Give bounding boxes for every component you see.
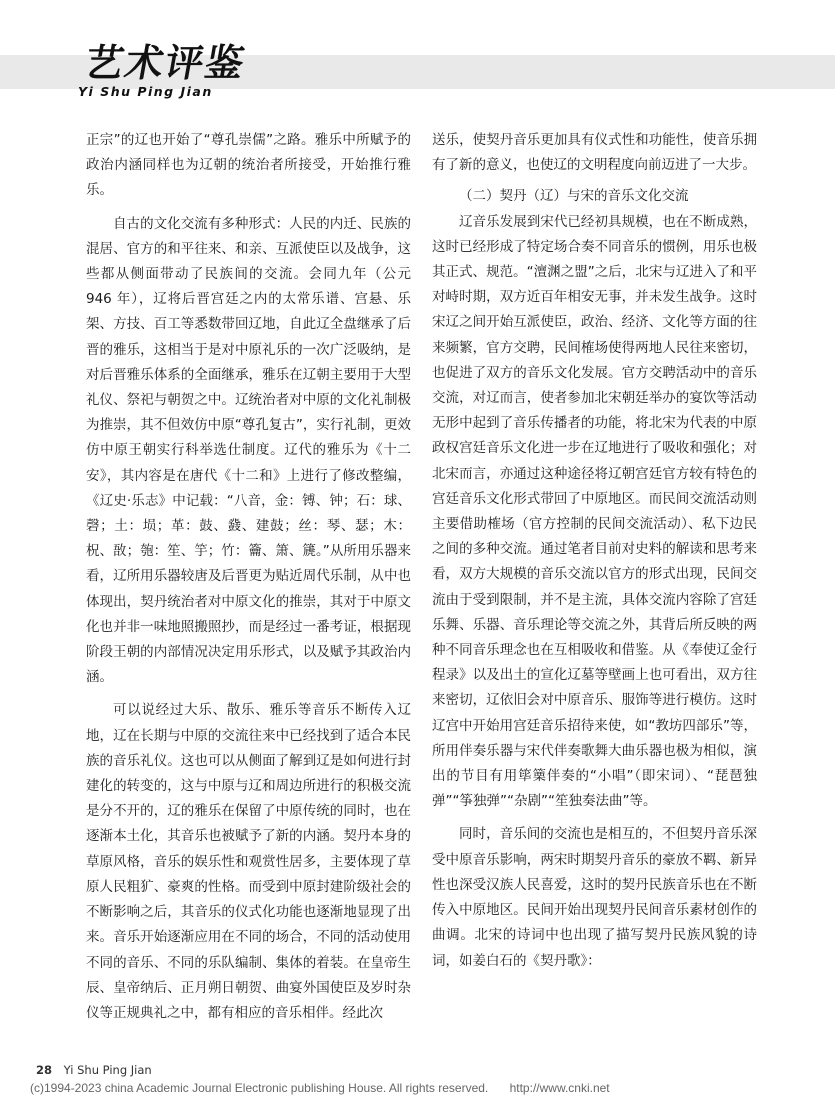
paragraph: 正宗”的辽也开始了“尊孔崇儒”之路。雅乐中所赋予的政治内涵同样也为辽朝的统治者所接受，开始推行雅乐。	[86, 132, 411, 199]
paragraph: 送乐，使契丹音乐更加具有仪式性和功能性，使音乐拥有了新的意义，也使辽的文明程度向前迈进了一大步。	[432, 132, 757, 174]
section-heading: （二）契丹（辽）与宋的音乐文化交流	[459, 188, 689, 205]
journal-logo	[48, 32, 278, 102]
paragraph: 自古的文化交流有多种形式：人民的内迁、民族的混居、官方的和平往来、和亲、互派使臣以及战争，这些都从侧面带动了民族间的交流。会同九年（公元 946 年），辽将后晋宫廷之内的太常乐谱、宫悬、乐架、方技、百工等悉数带回辽地，自此辽全盘继承了后晋的雅乐，这相当于是对中原礼乐的一次广泛吸纳，是对后晋雅乐体系的全面继承，雅乐在辽朝主要用于大型礼仪、祭祀与朝贺之中。辽统治者对中原的文化礼制极为推崇，其不但效仿中原“尊孔复古”，实行礼制，更效仿中原王朝实行科举选仕制度。辽代的雅乐为《十二安》，其内容是在唐代《十二和》上进行了修改整编，《辽史·乐志》中记载：“八音，金：镈、钟；石：球、磬；土：埙；革：鼓、鼗、建鼓；丝：琴、瑟；木：柷、敔；匏：笙、竽；竹：籥、箫、篪。”从所用乐器来看，辽所用乐器较唐及后晋更为贴近周代乐制，从中也体现出，契丹统治者对中原文化的推崇，其对于中原文化也并非一味地照搬照抄，而是经过一番考证，根据现阶段王朝的内部情况决定用乐形式，以及赋予其政治内涵。	[86, 215, 411, 686]
copyright-text: (c)1994-2023 china Academic Journal Electronic publishing House. All rights reserved.	[30, 1081, 489, 1095]
footer-journal: Yi Shu Ping Jian	[63, 1063, 152, 1077]
logo-pinyin: Yi Shu Ping Jian	[78, 84, 213, 99]
left-column	[86, 128, 411, 1026]
page-footer	[36, 1063, 152, 1077]
page-number: 28	[36, 1063, 53, 1077]
paragraph: 同时，音乐间的交流也是相互的，不但契丹音乐深受中原音乐影响，两宋时期契丹音乐的豪放不羁、新异性也深受汉族人民喜爱，这时的契丹民族音乐也在不断传入中原地区。民间开始出现契丹民间音乐素材创作的曲调。北宋的诗词中也出现了描写契丹民族风貌的诗词，如姜白石的《契丹歌》：	[432, 826, 757, 969]
logo-text: 艺术评鉴	[81, 40, 250, 85]
copyright-url: http://www.cnki.net	[509, 1081, 610, 1095]
copyright-line	[30, 1081, 610, 1095]
paragraph: 可以说经过大乐、散乐、雅乐等音乐不断传入辽地，辽在长期与中原的交流往来中已经找到了适合本民族的音乐礼仪。这也可以从侧面了解到辽是如何进行封建化的转变的，这与中原与辽和周边所进行的积极交流是分不开的，辽的雅乐在保留了中原传统的同时，也在逐渐本土化，其音乐也被赋予了新的内涵。契丹本身的草原风格，音乐的娱乐性和观赏性居多，主要体现了草原人民粗犷、豪爽的性格。而受到中原封建阶级社会的不断影响之后，其音乐的仪式化功能也逐渐地显现了出来。音乐开始逐渐应用在不同的场合，不同的活动使用不同的音乐、不同的乐队编制、集体的着装。在皇帝生辰、皇帝纳后、正月朔日朝贺、曲宴外国使臣及岁时杂仪等正规典礼之中，都有相应的音乐相伴。经此次	[86, 702, 411, 1021]
right-column	[432, 128, 757, 974]
paragraph: 辽音乐发展到宋代已经初具规模，也在不断成熟，这时已经形成了特定场合奏不同音乐的惯例，用乐也极其正式、规范。“澶渊之盟”之后，北宋与辽进入了和平对峙时期，双方近百年相安无事，并未发生战争。这时宋辽之间开始互派使臣，政治、经济、文化等方面的往来频繁，官方交聘，民间榷场使得两地人民往来密切，也促进了双方的音乐文化发展。官方交聘活动中的音乐交流，对辽而言，使者参加北宋朝廷举办的宴饮等活动无形中起到了音乐传播者的功能，将北宋为代表的中原政权宫廷音乐文化进一步在辽地进行了吸收和强化；对北宋而言，亦通过这种途径将辽朝宫廷官方较有特色的宫廷音乐文化形式带回了中原地区。而民间交流活动则主要借助榷场（官方控制的民间交流活动）、私下边民之间的多种交流。通过笔者目前对史料的解读和思考来看，双方大规模的音乐交流以官方的形式出现，民间交流由于受到限制，并不是主流，具体交流内容除了宫廷乐舞、乐器、音乐理论等交流之外，其背后所反映的两种不同音乐理念也在互相吸收和借鉴。从《奉使辽金行程录》以及出土的宣化辽墓等壁画上也可看出，双方往来密切，辽依旧会对中原音乐、服饰等进行模仿。这时辽宫中开始用宫廷音乐招待来使，如“教坊四部乐”等，所用伴奏乐器与宋代伴奏歌舞大曲乐器也极为相似，演出的节目有用筚篥伴奏的“小唱”（即宋词）、“琵琶独弹”“筝独弹”“杂剧”“笙独奏法曲”等。	[432, 213, 757, 810]
